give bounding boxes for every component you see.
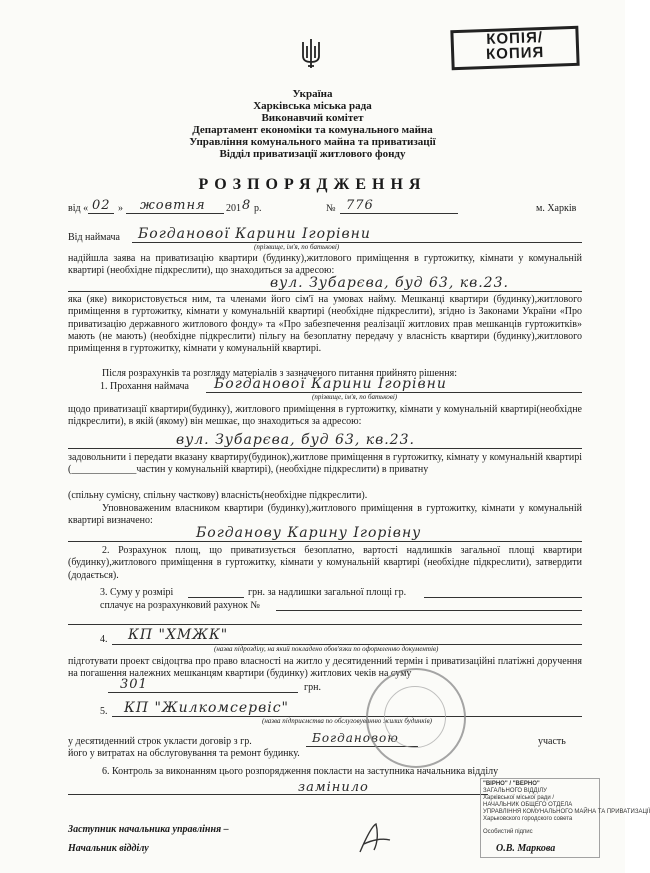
verified-stamp-l7: Особистий підпис bbox=[483, 829, 533, 835]
owner-handwritten: Богданову Карину Ігорівну bbox=[196, 525, 422, 541]
sum-unit: грн. bbox=[304, 682, 321, 693]
applicant-hint: (прізвище, ім'я, по батькові) bbox=[254, 243, 340, 251]
date-month: жовтня bbox=[140, 198, 206, 213]
copy-stamp-line2: КОПИЯ bbox=[485, 43, 545, 64]
item1-label: 1. Прохання наймача bbox=[100, 381, 189, 392]
official-round-stamp bbox=[366, 668, 466, 768]
item3-label: 3. Суму у розмірі bbox=[100, 587, 174, 598]
contract-name-handwritten: Богдановою bbox=[312, 731, 399, 745]
applicant-name: Богданової Карини Ігорівни bbox=[138, 226, 371, 242]
number-label: № bbox=[326, 203, 336, 214]
header-division: Відділ приватизації житлового фонду bbox=[219, 148, 406, 160]
verified-stamp-l4: НАЧАЛЬНИК ОБЩЕГО ОТДЕЛА bbox=[483, 802, 573, 808]
date-day: 02 bbox=[92, 198, 111, 213]
item1-hint: (прізвище, ім'я, по батькові) bbox=[312, 393, 398, 401]
document-title: РОЗПОРЯДЖЕННЯ bbox=[198, 176, 427, 193]
header-council: Харківська міська рада bbox=[253, 100, 372, 112]
paragraph-usage: яка (яке) використовується ним, та членами його сім'ї на умовах найму. Мешканці квартири (будинку),житлового приміщення в гуртожитку, кімнати у комунальній квартирі (необхідне підкреслити), згідно із Законами України «Про приватизацію державного житлового фонду» та «Про забезпечення реалізації житлових прав мешканців гуртожитків» мають (не мають) (необхідне підкреслити) пільгу на безоплатну передачу у власність квартири (будинку),житлового приміщення в гуртожитку, кімнати у комунальній квартирі. bbox=[68, 294, 582, 355]
item4-label: 4. bbox=[100, 634, 108, 645]
paragraph-transfer: задовольнити і передати вказану квартиру(будинок),житлове приміщення в гуртожитку, кімнату у комунальній квартирі (_____________частин у комунальній квартирі), (необхідне підкреслити) в приватну bbox=[68, 452, 582, 476]
date-year-prefix: 201 bbox=[226, 203, 241, 214]
paragraph-control: 6. Контроль за виконанням цього розпорядження покласти на заступника начальника відділу bbox=[102, 766, 499, 777]
applicant-label: Від наймача bbox=[68, 232, 120, 243]
handwritten-signature-icon bbox=[354, 818, 394, 858]
paragraph-contract-a: у десятиденний строк укласти договір з гр. bbox=[68, 736, 252, 747]
verified-stamp-l6: Харьковского городского совета bbox=[483, 816, 573, 822]
date-year-suffix: р. bbox=[254, 203, 262, 214]
address-handwritten: вул. Зубарєва, буд 63, кв.23. bbox=[270, 275, 509, 291]
sum-handwritten: 301 bbox=[120, 677, 148, 692]
item1-name: Богданової Карини Ігорівни bbox=[214, 376, 447, 392]
header-department: Департамент економіки та комунального майна bbox=[192, 124, 433, 136]
item5-hint: (назва підприємства по обслуговуванню жилих будинків) bbox=[262, 717, 432, 725]
verified-stamp-l3: Харківської міської ради / bbox=[483, 795, 555, 801]
item5-label: 5. bbox=[100, 706, 108, 717]
trident-emblem-icon bbox=[300, 38, 322, 70]
header-country: Україна bbox=[292, 88, 333, 100]
paragraph-contract-b: участь його у витратах на обслуговування та ремонт будинку. bbox=[68, 736, 566, 760]
copy-stamp bbox=[450, 26, 579, 70]
paragraph-authorized-owner: Уповноваженим власником квартири (будинку),житлового приміщення в гуртожитку, кімнати у комунальній квартирі визначено: bbox=[68, 503, 582, 527]
item4-hint: (назва підрозділу, на який покладено обов'язки по оформленню документів) bbox=[214, 645, 439, 653]
date-prefix: від « bbox=[68, 203, 89, 214]
paragraph-ownership: (спільну сумісну, спільну часткову) власність(необхідне підкреслити). bbox=[68, 490, 368, 501]
control-handwritten: замінило bbox=[298, 780, 369, 795]
verified-stamp-l1: "ВІРНО" / "ВЕРНО" bbox=[483, 781, 540, 787]
item3-pay: сплачує на розрахунковий рахунок № bbox=[100, 600, 260, 611]
item5-handwritten: КП "Жилкомсервіс" bbox=[124, 700, 289, 716]
signature-name: О.В. Маркова bbox=[496, 843, 556, 854]
header-directorate: Управління комунального майна та приватизації bbox=[189, 136, 436, 148]
paragraph-privatization: щодо приватизації квартири(будинку), житлового приміщення в гуртожитку, кімнати у комунальній квартирі(необхідне підкреслити), в якій (якому) він мешкає, що знаходиться за адресою: bbox=[68, 404, 582, 428]
copy-stamp-line1: КОПІЯ/ bbox=[486, 29, 544, 48]
header-committee: Виконавчий комітет bbox=[261, 112, 364, 124]
date-year-digit: 8 bbox=[242, 198, 252, 213]
paragraph-decision: Після розрахунків та розгляду матеріалів з зазначеного питання прийнято рішення: bbox=[102, 368, 457, 379]
item4-handwritten: КП "ХМЖК" bbox=[128, 627, 229, 643]
paragraph-calculation: 2. Розрахунок площ, що приватизується безоплатно, вартості надлишків загальної площі квартири (будинку),житлового приміщення в гуртожитку, кімнати у комунальній квартирі (необхідне підкреслити), затвердити (додається). bbox=[68, 545, 582, 581]
verified-stamp-l2: ЗАГАЛЬНОГО ВІДДІЛУ bbox=[483, 788, 547, 794]
paragraph-certificate: підготувати проект свідоцтва про право власності на житло у десятиденний термін і приватизаційні платіжні доручення на погашення належних мешканцям квартири (будинку) житлових чеків на суму bbox=[68, 656, 582, 680]
document-number: 776 bbox=[346, 198, 374, 213]
city: м. Харків bbox=[536, 203, 577, 214]
paragraph-application: надійшла заява на приватизацію квартири (будинку),житлового приміщення в гуртожитку, кімнати у комунальній квартирі (необхідне підкреслити), що знаходиться за адресою: bbox=[68, 253, 582, 277]
signature-position1: Заступник начальника управління – bbox=[68, 824, 229, 835]
signature-position2: Начальник відділу bbox=[68, 843, 149, 854]
date-mid: » bbox=[118, 203, 123, 214]
item3-mid: грн. за надлишки загальної площі гр. bbox=[248, 587, 407, 598]
verified-stamp-l5: УПРАВЛІННЯ КОМУНАЛЬНОГО МАЙНА ТА ПРИВАТИЗАЦІЇ bbox=[483, 809, 650, 815]
address2-handwritten: вул. Зубарєва, буд 63, кв.23. bbox=[176, 432, 415, 448]
